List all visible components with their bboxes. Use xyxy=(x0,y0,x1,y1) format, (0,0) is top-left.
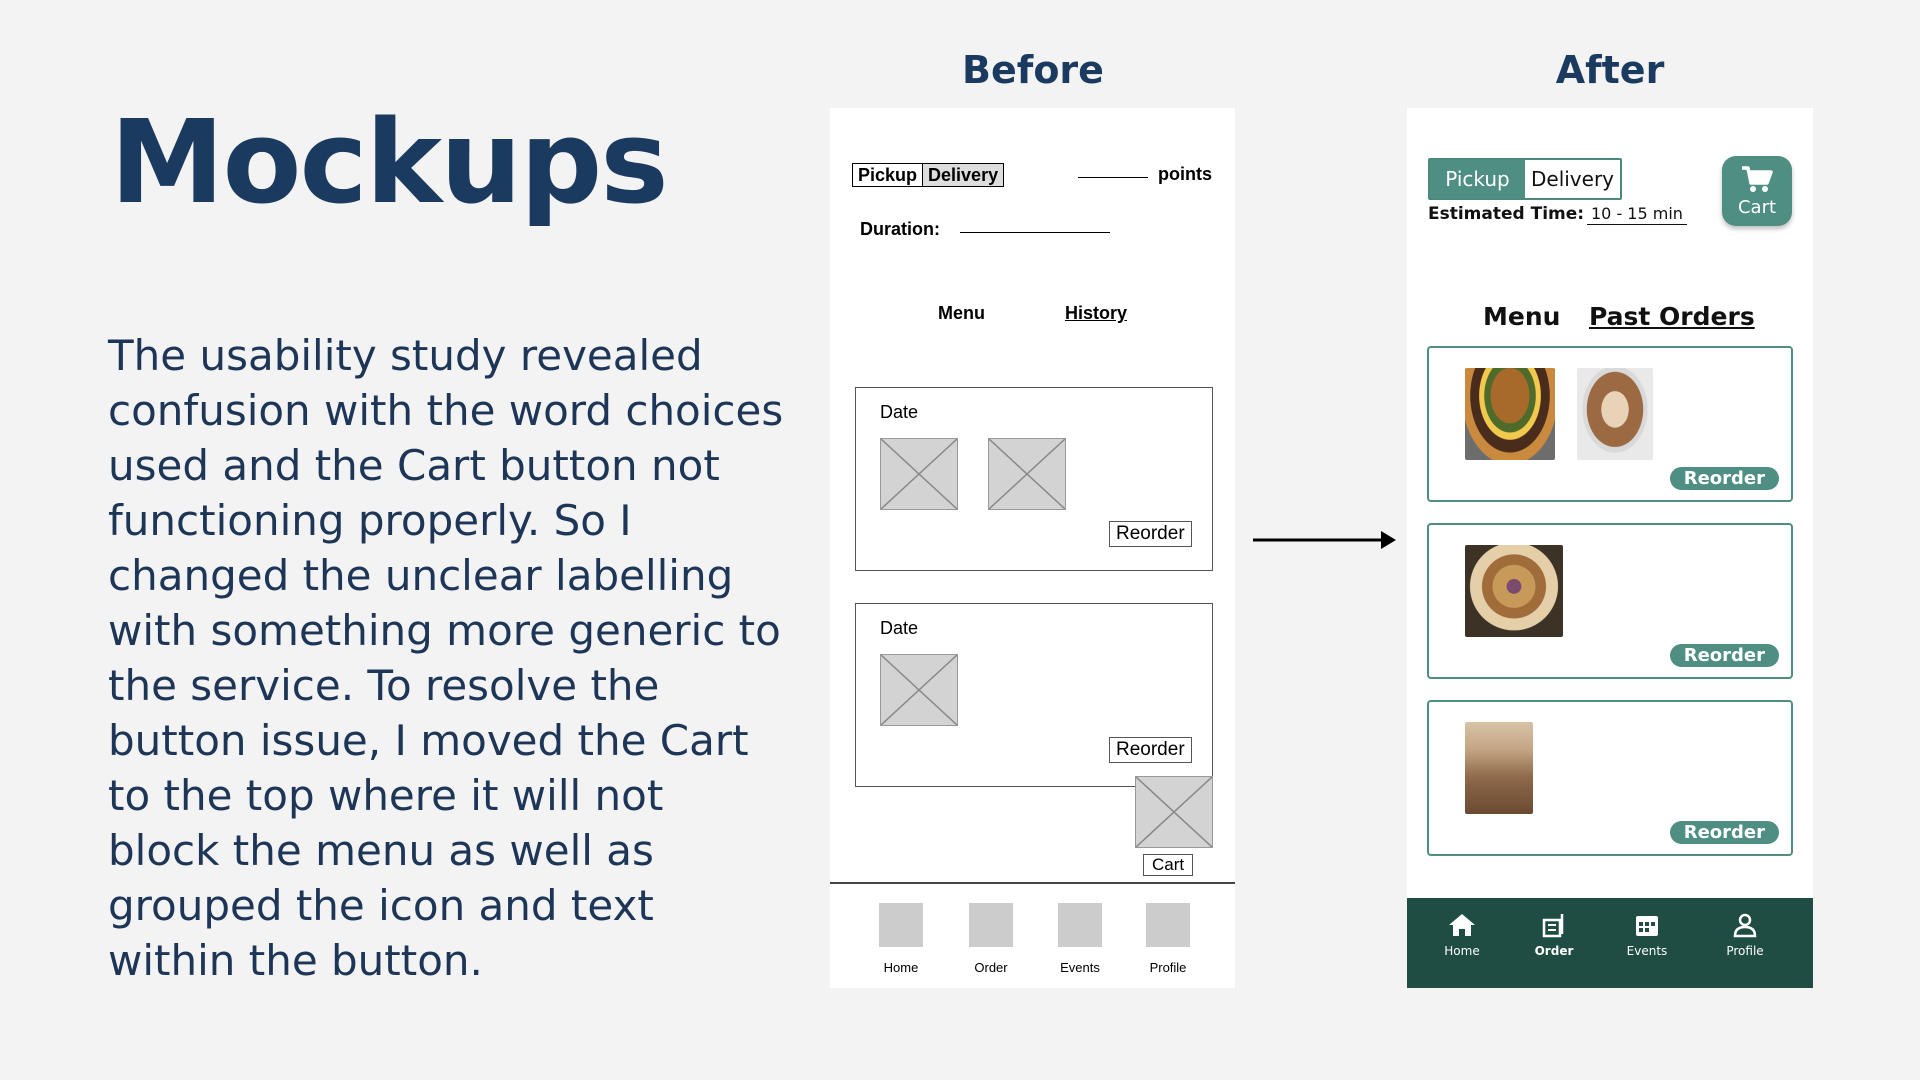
nav-label-home: Home xyxy=(883,960,919,975)
home-icon xyxy=(1447,912,1477,938)
before-wireframe xyxy=(830,108,1235,988)
before-order-card xyxy=(855,603,1213,787)
after-tab-menu[interactable]: Menu xyxy=(1483,302,1561,331)
image-placeholder xyxy=(988,438,1066,510)
estimated-time-value: 10 - 15 min xyxy=(1587,204,1687,225)
before-reorder-button[interactable]: Reorder xyxy=(1109,737,1192,763)
before-cart-icon-placeholder[interactable] xyxy=(1135,776,1213,848)
cart-label: Cart xyxy=(1737,197,1777,218)
past-order-card xyxy=(1427,346,1793,502)
estimated-time-label: Estimated Time: xyxy=(1428,204,1585,224)
arrow-right-icon xyxy=(1253,528,1398,552)
nav-label-events: Events xyxy=(1626,944,1668,958)
after-order-type-toggle[interactable] xyxy=(1428,158,1622,200)
nav-item-order[interactable] xyxy=(1519,912,1589,958)
before-tab-history[interactable]: History xyxy=(1065,303,1128,323)
before-reorder-button[interactable]: Reorder xyxy=(1109,521,1192,547)
after-bottom-nav xyxy=(1407,898,1813,988)
card-date: Date xyxy=(880,618,919,638)
after-label: After xyxy=(1555,48,1665,92)
order-icon xyxy=(1539,912,1569,938)
nav-label-order: Order xyxy=(1534,944,1574,958)
nav-label-profile: Profile xyxy=(1149,960,1187,975)
after-reorder-button[interactable]: Reorder xyxy=(1670,467,1779,490)
duration-label: Duration: xyxy=(860,219,940,239)
nav-item-events[interactable] xyxy=(1612,912,1682,958)
card-date: Date xyxy=(880,402,919,422)
past-order-card xyxy=(1427,523,1793,679)
after-delivery-option[interactable]: Delivery xyxy=(1525,160,1620,198)
before-delivery-option[interactable]: Delivery xyxy=(922,164,1003,186)
page-title: Mockups xyxy=(110,96,667,230)
after-reorder-button[interactable]: Reorder xyxy=(1670,821,1779,844)
before-pickup-option[interactable]: Pickup xyxy=(853,164,922,186)
points-label: points xyxy=(1158,164,1212,184)
duration-blank xyxy=(960,232,1110,233)
after-tab-past-orders[interactable]: Past Orders xyxy=(1589,302,1755,331)
coffee-image xyxy=(1577,368,1653,460)
before-label: Before xyxy=(962,48,1104,92)
image-placeholder xyxy=(880,654,958,726)
before-order-type-toggle[interactable] xyxy=(852,163,1004,187)
nav-label-home: Home xyxy=(1444,944,1480,958)
events-icon[interactable] xyxy=(1058,903,1102,947)
after-cart-button[interactable] xyxy=(1722,156,1792,226)
nav-item-home[interactable] xyxy=(1427,912,1497,958)
order-icon[interactable] xyxy=(969,903,1013,947)
nav-label-profile: Profile xyxy=(1726,944,1764,958)
before-nav-divider xyxy=(830,882,1235,884)
nav-label-order: Order xyxy=(974,960,1008,975)
past-order-card xyxy=(1427,700,1793,856)
before-tab-menu[interactable]: Menu xyxy=(938,303,985,323)
nav-label-events: Events xyxy=(1060,960,1100,975)
user-icon xyxy=(1730,912,1760,938)
after-mockup xyxy=(1407,108,1813,988)
muffin-image xyxy=(1465,545,1563,637)
calendar-icon xyxy=(1632,912,1662,938)
profile-icon[interactable] xyxy=(1146,903,1190,947)
after-pickup-option[interactable]: Pickup xyxy=(1430,160,1525,198)
description-text: The usability study revealed confusion with the word choices used and the Cart button not functioning properly. So I changed the unclear labelling with something more generic to the service. To resolve the button issue, I moved the Cart to the top where it will not block the menu as well as grouped the icon and text within the button. xyxy=(108,331,784,985)
points-blank xyxy=(1078,177,1148,178)
nav-item-profile[interactable] xyxy=(1710,912,1780,958)
home-icon[interactable] xyxy=(879,903,923,947)
iced-drink-image xyxy=(1465,722,1533,814)
image-placeholder xyxy=(880,438,958,510)
burger-image xyxy=(1465,368,1555,460)
before-cart-button[interactable]: Cart xyxy=(1143,854,1193,876)
after-reorder-button[interactable]: Reorder xyxy=(1670,644,1779,667)
before-order-card xyxy=(855,387,1213,571)
cart-icon xyxy=(1740,165,1774,195)
